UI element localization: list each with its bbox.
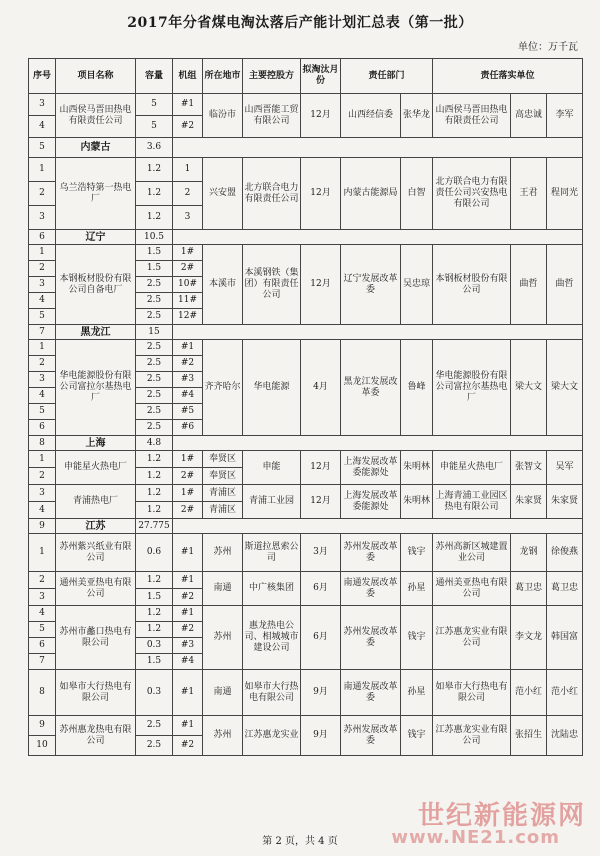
header-dept: 责任部门 — [341, 59, 433, 94]
summary-table — [28, 58, 583, 756]
cell-capacity: 5 — [136, 94, 173, 116]
cell-capacity: 1.2 — [136, 451, 173, 468]
table-row — [29, 451, 583, 468]
cell-location: 青浦区 — [203, 485, 243, 502]
cell-month: 3月 — [301, 534, 341, 572]
cell-impl: 江苏惠龙实业有限公司 — [433, 606, 511, 670]
cell-capacity: 1.2 — [136, 158, 173, 182]
province-row — [29, 325, 583, 340]
cell-seq: 5 — [29, 309, 56, 325]
cell-unit: #2 — [173, 622, 203, 638]
cell-impl-person: 沈陆忠 — [547, 716, 583, 756]
cell-seq: 5 — [29, 404, 56, 420]
cell-impl: 通州美亚热电有限公司 — [433, 572, 511, 606]
table-row — [29, 572, 583, 589]
cell-impl-person: 程同光 — [547, 158, 583, 230]
cell-dept-person: 孙星 — [401, 670, 433, 716]
cell-dept: 内蒙古能源局 — [341, 158, 401, 230]
cell-seq: 2 — [29, 182, 56, 206]
cell-project: 苏州市蠡口热电有限公司 — [56, 606, 136, 670]
cell-blank — [173, 230, 583, 245]
cell-unit: 2# — [173, 468, 203, 485]
cell-project: 通州美亚热电有限公司 — [56, 572, 136, 606]
cell-capacity: 2.5 — [136, 420, 173, 436]
cell-unit: #3 — [173, 372, 203, 388]
cell-location: 兴安盟 — [203, 158, 243, 230]
cell-capacity: 2.5 — [136, 356, 173, 372]
cell-unit: #1 — [173, 340, 203, 356]
cell-seq: 8 — [29, 436, 56, 451]
cell-impl: 山西侯马晋田热电有限责任公司 — [433, 94, 511, 138]
watermark-url: www.NE21.com — [391, 827, 560, 848]
cell-impl: 北方联合电力有限责任公司兴安热电有限公司 — [433, 158, 511, 230]
cell-location: 齐齐哈尔 — [203, 340, 243, 436]
cell-seq: 2 — [29, 468, 56, 485]
cell-month: 12月 — [301, 94, 341, 138]
province-row — [29, 138, 583, 158]
cell-total: 10.5 — [136, 230, 173, 245]
cell-unit: 11# — [173, 293, 203, 309]
watermark-logo: 世纪新能源网 — [417, 801, 586, 831]
cell-month: 6月 — [301, 572, 341, 606]
cell-impl-person: 范小红 — [547, 670, 583, 716]
cell-seq: 2 — [29, 261, 56, 277]
cell-dept: 辽宁发展改革委 — [341, 245, 401, 325]
cell-seq: 5 — [29, 138, 56, 158]
cell-project: 申能星火热电厂 — [56, 451, 136, 485]
cell-month: 12月 — [301, 245, 341, 325]
cell-blank — [173, 325, 583, 340]
cell-impl: 苏州高新区城建置业公司 — [433, 534, 511, 572]
cell-capacity: 1.2 — [136, 468, 173, 485]
cell-dept-person: 吴忠琼 — [401, 245, 433, 325]
cell-unit: #2 — [173, 116, 203, 138]
cell-impl-person: 范小红 — [511, 670, 547, 716]
cell-seq: 7 — [29, 654, 56, 670]
header-location: 所在地市 — [203, 59, 243, 94]
cell-impl: 华电能源股份有限公司富拉尔基热电厂 — [433, 340, 511, 436]
cell-capacity: 2.5 — [136, 388, 173, 404]
cell-owner: 山西晋能工贸有限公司 — [243, 94, 301, 138]
cell-impl: 申能星火热电厂 — [433, 451, 511, 485]
cell-unit: #2 — [173, 736, 203, 756]
cell-capacity: 1.2 — [136, 485, 173, 502]
cell-capacity: 1.2 — [136, 572, 173, 589]
table-row — [29, 245, 583, 261]
cell-unit: #1 — [173, 572, 203, 589]
cell-dept: 苏州发展改革委 — [341, 534, 401, 572]
cell-unit: #2 — [173, 589, 203, 606]
cell-seq: 1 — [29, 451, 56, 468]
table-row — [29, 485, 583, 502]
cell-province: 内蒙古 — [56, 138, 136, 158]
cell-capacity: 2.5 — [136, 309, 173, 325]
cell-dept-person: 孙星 — [401, 572, 433, 606]
cell-unit: 1# — [173, 485, 203, 502]
cell-seq: 1 — [29, 534, 56, 572]
cell-impl-person: 李军 — [547, 94, 583, 138]
cell-seq: 3 — [29, 372, 56, 388]
cell-capacity: 1.2 — [136, 182, 173, 206]
cell-seq: 3 — [29, 485, 56, 502]
header-seq: 序号 — [29, 59, 56, 94]
cell-owner: 华电能源 — [243, 340, 301, 436]
cell-capacity: 1.5 — [136, 261, 173, 277]
cell-impl-person: 韩国富 — [547, 606, 583, 670]
cell-unit: 1# — [173, 245, 203, 261]
cell-impl-person: 梁大文 — [511, 340, 547, 436]
cell-owner: 本溪钢铁（集团）有限责任公司 — [243, 245, 301, 325]
cell-capacity: 0.3 — [136, 638, 173, 654]
table-row — [29, 94, 583, 116]
cell-impl-person: 龙钢 — [511, 534, 547, 572]
cell-unit: 2# — [173, 261, 203, 277]
cell-seq: 9 — [29, 519, 56, 534]
province-row — [29, 436, 583, 451]
cell-seq: 6 — [29, 638, 56, 654]
cell-capacity: 2.5 — [136, 372, 173, 388]
cell-impl-person: 吴军 — [547, 451, 583, 485]
cell-location: 临汾市 — [203, 94, 243, 138]
cell-unit: #1 — [173, 670, 203, 716]
cell-owner: 青浦工业园 — [243, 485, 301, 519]
cell-impl: 本钢板材股份有限公司 — [433, 245, 511, 325]
cell-location: 苏州 — [203, 606, 243, 670]
cell-province: 上海 — [56, 436, 136, 451]
cell-location: 苏州 — [203, 534, 243, 572]
cell-seq: 3 — [29, 206, 56, 230]
cell-owner: 惠龙热电公司、相城城市建设公司 — [243, 606, 301, 670]
table-row — [29, 340, 583, 356]
cell-dept-person: 白智 — [401, 158, 433, 230]
table-row — [29, 670, 583, 716]
cell-impl-person: 葛卫忠 — [547, 572, 583, 606]
cell-location: 南通 — [203, 572, 243, 606]
cell-location: 本溪市 — [203, 245, 243, 325]
table-row — [29, 534, 583, 572]
cell-location: 奉贤区 — [203, 468, 243, 485]
cell-month: 12月 — [301, 485, 341, 519]
cell-unit: #4 — [173, 388, 203, 404]
cell-seq: 4 — [29, 293, 56, 309]
cell-impl-person: 葛卫忠 — [511, 572, 547, 606]
cell-impl-person: 徐俊燕 — [547, 534, 583, 572]
cell-dept-person: 张华龙 — [401, 94, 433, 138]
cell-seq: 3 — [29, 589, 56, 606]
cell-province: 辽宁 — [56, 230, 136, 245]
cell-owner: 中广核集团 — [243, 572, 301, 606]
cell-impl: 如皋市大行热电有限公司 — [433, 670, 511, 716]
header-deadline: 拟淘汰月份 — [301, 59, 341, 94]
province-row — [29, 230, 583, 245]
cell-dept-person: 钱宇 — [401, 606, 433, 670]
cell-dept: 南通发展改革委 — [341, 572, 401, 606]
cell-province: 江苏 — [56, 519, 136, 534]
cell-impl-person: 张智文 — [511, 451, 547, 485]
cell-seq: 3 — [29, 277, 56, 293]
cell-dept-person: 鲁峰 — [401, 340, 433, 436]
cell-location: 奉贤区 — [203, 451, 243, 468]
cell-impl-person: 曲哲 — [511, 245, 547, 325]
cell-seq: 2 — [29, 572, 56, 589]
cell-dept: 黑龙江发展改革委 — [341, 340, 401, 436]
header-capacity: 容量 — [136, 59, 173, 94]
unit-label: 单位：万千瓦 — [518, 42, 578, 53]
cell-dept: 苏州发展改革委 — [341, 716, 401, 756]
cell-impl-person: 张招生 — [511, 716, 547, 756]
cell-capacity: 1.5 — [136, 589, 173, 606]
cell-project: 苏州惠龙热电有限公司 — [56, 716, 136, 756]
cell-unit: #3 — [173, 638, 203, 654]
cell-location: 青浦区 — [203, 502, 243, 519]
header-project: 项目名称 — [56, 59, 136, 94]
cell-total: 3.6 — [136, 138, 173, 158]
cell-capacity: 1.2 — [136, 206, 173, 230]
cell-impl-person: 朱家贤 — [511, 485, 547, 519]
cell-seq: 4 — [29, 502, 56, 519]
cell-owner: 斯道拉恩索公司 — [243, 534, 301, 572]
cell-month: 6月 — [301, 606, 341, 670]
cell-capacity: 0.6 — [136, 534, 173, 572]
cell-unit: 1# — [173, 451, 203, 468]
cell-owner: 江苏惠龙实业 — [243, 716, 301, 756]
cell-blank — [173, 519, 583, 534]
cell-month: 9月 — [301, 670, 341, 716]
cell-location: 南通 — [203, 670, 243, 716]
cell-capacity: 2.5 — [136, 736, 173, 756]
cell-owner: 如皋市大行热电有限公司 — [243, 670, 301, 716]
page-title: 2017年分省煤电淘汰落后产能计划汇总表（第一批） — [127, 15, 473, 31]
cell-impl: 上海青浦工业园区热电有限公司 — [433, 485, 511, 519]
cell-unit: #4 — [173, 654, 203, 670]
cell-dept: 上海发展改革委能源处 — [341, 451, 401, 485]
cell-dept: 南通发展改革委 — [341, 670, 401, 716]
province-row — [29, 519, 583, 534]
cell-capacity: 2.5 — [136, 716, 173, 736]
cell-impl: 江苏惠龙实业有限公司 — [433, 716, 511, 756]
cell-capacity: 5 — [136, 116, 173, 138]
cell-unit: #6 — [173, 420, 203, 436]
cell-owner: 北方联合电力有限责任公司 — [243, 158, 301, 230]
cell-total: 27.775 — [136, 519, 173, 534]
cell-capacity: 2.5 — [136, 404, 173, 420]
cell-unit: #1 — [173, 94, 203, 116]
cell-blank — [173, 436, 583, 451]
cell-unit: #1 — [173, 606, 203, 622]
cell-dept: 山西经信委 — [341, 94, 401, 138]
table-header-row — [29, 59, 583, 94]
cell-seq: 6 — [29, 420, 56, 436]
cell-seq: 1 — [29, 340, 56, 356]
cell-project: 山西侯马晋田热电有限责任公司 — [56, 94, 136, 138]
table-row — [29, 716, 583, 736]
cell-unit: 2# — [173, 502, 203, 519]
cell-impl-person: 高忠诚 — [511, 94, 547, 138]
cell-seq: 1 — [29, 245, 56, 261]
cell-total: 4.8 — [136, 436, 173, 451]
page-footer: 第 2 页，共 4 页 — [262, 836, 338, 847]
cell-project: 苏州紫兴纸业有限公司 — [56, 534, 136, 572]
cell-capacity: 1.2 — [136, 502, 173, 519]
cell-impl-person: 梁大文 — [547, 340, 583, 436]
cell-unit: #1 — [173, 534, 203, 572]
cell-dept-person: 朱明林 — [401, 485, 433, 519]
cell-seq: 2 — [29, 356, 56, 372]
cell-dept-person: 朱明林 — [401, 451, 433, 485]
cell-province: 黑龙江 — [56, 325, 136, 340]
cell-seq: 9 — [29, 716, 56, 736]
cell-project: 乌兰浩特第一热电厂 — [56, 158, 136, 230]
cell-unit: #5 — [173, 404, 203, 420]
cell-capacity: 1.5 — [136, 245, 173, 261]
cell-owner: 申能 — [243, 451, 301, 485]
cell-seq: 7 — [29, 325, 56, 340]
cell-dept: 上海发展改革委能源处 — [341, 485, 401, 519]
cell-project: 本钢板材股份有限公司自备电厂 — [56, 245, 136, 325]
header-unit: 机组 — [173, 59, 203, 94]
cell-month: 12月 — [301, 158, 341, 230]
cell-seq: 10 — [29, 736, 56, 756]
cell-seq: 4 — [29, 388, 56, 404]
cell-seq: 6 — [29, 230, 56, 245]
cell-unit: #1 — [173, 716, 203, 736]
cell-unit: 10# — [173, 277, 203, 293]
header-impl: 责任落实单位 — [433, 59, 583, 94]
cell-dept-person: 钱宇 — [401, 534, 433, 572]
cell-capacity: 0.3 — [136, 670, 173, 716]
cell-dept: 苏州发展改革委 — [341, 606, 401, 670]
table-row — [29, 158, 583, 182]
cell-capacity: 1.2 — [136, 622, 173, 638]
cell-capacity: 2.5 — [136, 277, 173, 293]
cell-project: 华电能源股份有限公司富拉尔基热电厂 — [56, 340, 136, 436]
cell-impl-person: 朱家贤 — [547, 485, 583, 519]
header-owner: 主要控股方 — [243, 59, 301, 94]
table-row — [29, 606, 583, 622]
cell-capacity: 2.5 — [136, 293, 173, 309]
cell-seq: 3 — [29, 94, 56, 116]
cell-unit: 1 — [173, 158, 203, 182]
cell-project: 青浦热电厂 — [56, 485, 136, 519]
cell-unit: 12# — [173, 309, 203, 325]
cell-seq: 5 — [29, 622, 56, 638]
cell-total: 15 — [136, 325, 173, 340]
cell-blank — [173, 138, 583, 158]
cell-capacity: 1.5 — [136, 654, 173, 670]
cell-impl-person: 王君 — [511, 158, 547, 230]
cell-seq: 8 — [29, 670, 56, 716]
cell-unit: #2 — [173, 356, 203, 372]
cell-unit: 2 — [173, 182, 203, 206]
cell-impl-person: 曲哲 — [547, 245, 583, 325]
cell-month: 12月 — [301, 451, 341, 485]
cell-impl-person: 李文龙 — [511, 606, 547, 670]
cell-seq: 1 — [29, 158, 56, 182]
cell-unit: 3 — [173, 206, 203, 230]
cell-project: 如皋市大行热电有限公司 — [56, 670, 136, 716]
cell-seq: 4 — [29, 116, 56, 138]
cell-month: 4月 — [301, 340, 341, 436]
cell-dept-person: 钱宇 — [401, 716, 433, 756]
cell-capacity: 2.5 — [136, 340, 173, 356]
cell-location: 苏州 — [203, 716, 243, 756]
cell-capacity: 1.2 — [136, 606, 173, 622]
cell-month: 9月 — [301, 716, 341, 756]
cell-seq: 4 — [29, 606, 56, 622]
